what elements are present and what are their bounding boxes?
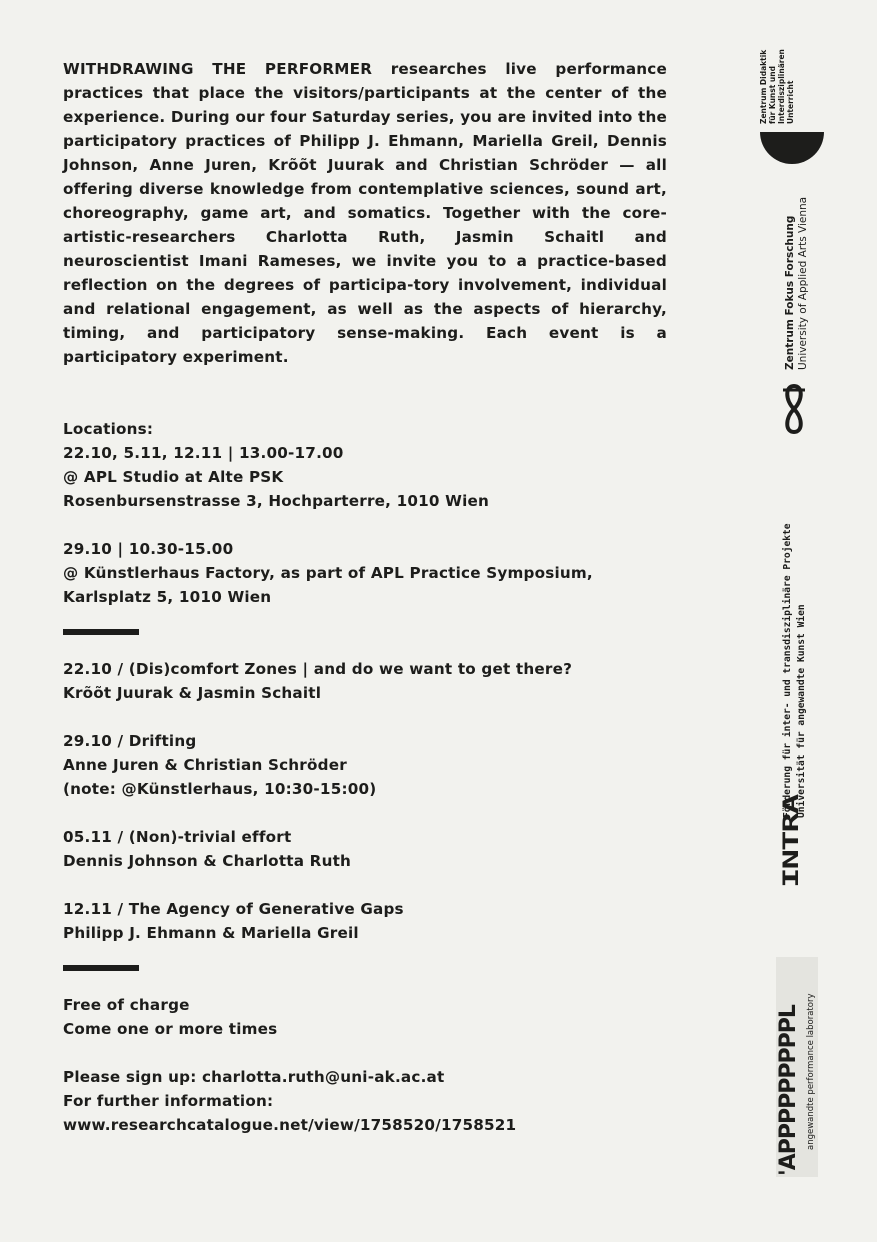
intro-paragraph: WITHDRAWING THE PERFORMER researches live performance practices that place the visitors/participants at the center of the experience. During our four Saturday series, you are invited into the participatory practices of Philipp J. Ehmann, Mariella Greil, Dennis Johnson, Anne Juren, Krõõt Juurak and Christian Schröder — all offering diverse knowledge from contemplative sciences, sound art, choreography, game art, and somatics. Together with the core-artistic-researchers Charlotta Ruth, Jasmin Schaitl and neuroscientist Imani Rameses, we invite you to a practice-based reflection on the degrees of participa-tory involvement, individual and relational engagement, as well as the aspects of hierarchy, timing, and participatory sense-making. Each event is a participatory experiment. — [63, 60, 667, 366]
location-1-address: Rosenbursenstrasse 3, Hochparterre, 1010 Wien — [63, 492, 490, 510]
locations-heading: Locations: — [63, 420, 154, 438]
main-content — [63, 57, 667, 1137]
come-times: Come one or more times — [63, 1020, 278, 1038]
event-title: 29.10 / Drifting — [63, 732, 197, 750]
event-people: Anne Juren & Christian Schröder — [63, 756, 347, 774]
divider — [63, 629, 139, 635]
event-people: Dennis Johnson & Charlotta Ruth — [63, 852, 352, 870]
event-title: 05.11 / (Non)-trivial effort — [63, 828, 292, 846]
event-people: Krõõt Juurak & Jasmin Schaitl — [63, 684, 322, 702]
free-of-charge: Free of charge — [63, 996, 190, 1014]
locations-section — [63, 417, 667, 609]
zentrum-fokus-name: Zentrum Fokus Forschung — [784, 215, 796, 370]
events-section — [63, 657, 667, 945]
signup-email[interactable]: Please sign up: charlotta.ruth@uni-ak.ac.at — [63, 1068, 445, 1086]
location-1-venue: @ APL Studio at Alte PSK — [63, 468, 284, 486]
divider — [63, 965, 139, 971]
location-2-address: Karlsplatz 5, 1010 Wien — [63, 588, 272, 606]
event-title: 22.10 / (Dis)comfort Zones | and do we want to get there? — [63, 660, 573, 678]
further-info: For further information: — [63, 1092, 274, 1110]
apl-subtitle: angewandte performance laboratory — [806, 993, 816, 1150]
location-1-dates: 22.10, 5.11, 12.11 | 13.00-17.00 — [63, 444, 344, 462]
intra-line-1: Förderung für inter- und transdisziplinäre Projekte — [782, 523, 793, 818]
zd-line-1: Zentrum Didaktik — [759, 49, 768, 124]
intra-line-2: Universität für angewandte Kunst Wien — [796, 604, 807, 818]
location-2-venue: @ Künstlerhaus Factory, as part of APL Practice Symposium, — [63, 564, 593, 582]
intra-title: INTRA — [779, 795, 804, 888]
event-title: 12.11 / The Agency of Generative Gaps — [63, 900, 404, 918]
zd-line-2: für Kunst und — [768, 66, 777, 124]
zd-line-3: Interdisziplinären — [777, 49, 786, 124]
event-note: (note: @Künstlerhaus, 10:30-15:00) — [63, 780, 377, 798]
website-link[interactable]: www.researchcatalogue.net/view/1758520/1758521 — [63, 1116, 517, 1134]
footer-section — [63, 993, 667, 1137]
half-circle-icon — [760, 132, 824, 164]
apl-logo: 'APPPPPPPPPL — [776, 1005, 801, 1176]
zd-line-4: Unterricht — [786, 80, 795, 124]
event-people: Philipp J. Ehmann & Mariella Greil — [63, 924, 359, 942]
location-2-dates: 29.10 | 10.30-15.00 — [63, 540, 234, 558]
zentrum-fokus-university: University of Applied Arts Vienna — [797, 196, 809, 370]
infinity-icon — [781, 380, 807, 438]
